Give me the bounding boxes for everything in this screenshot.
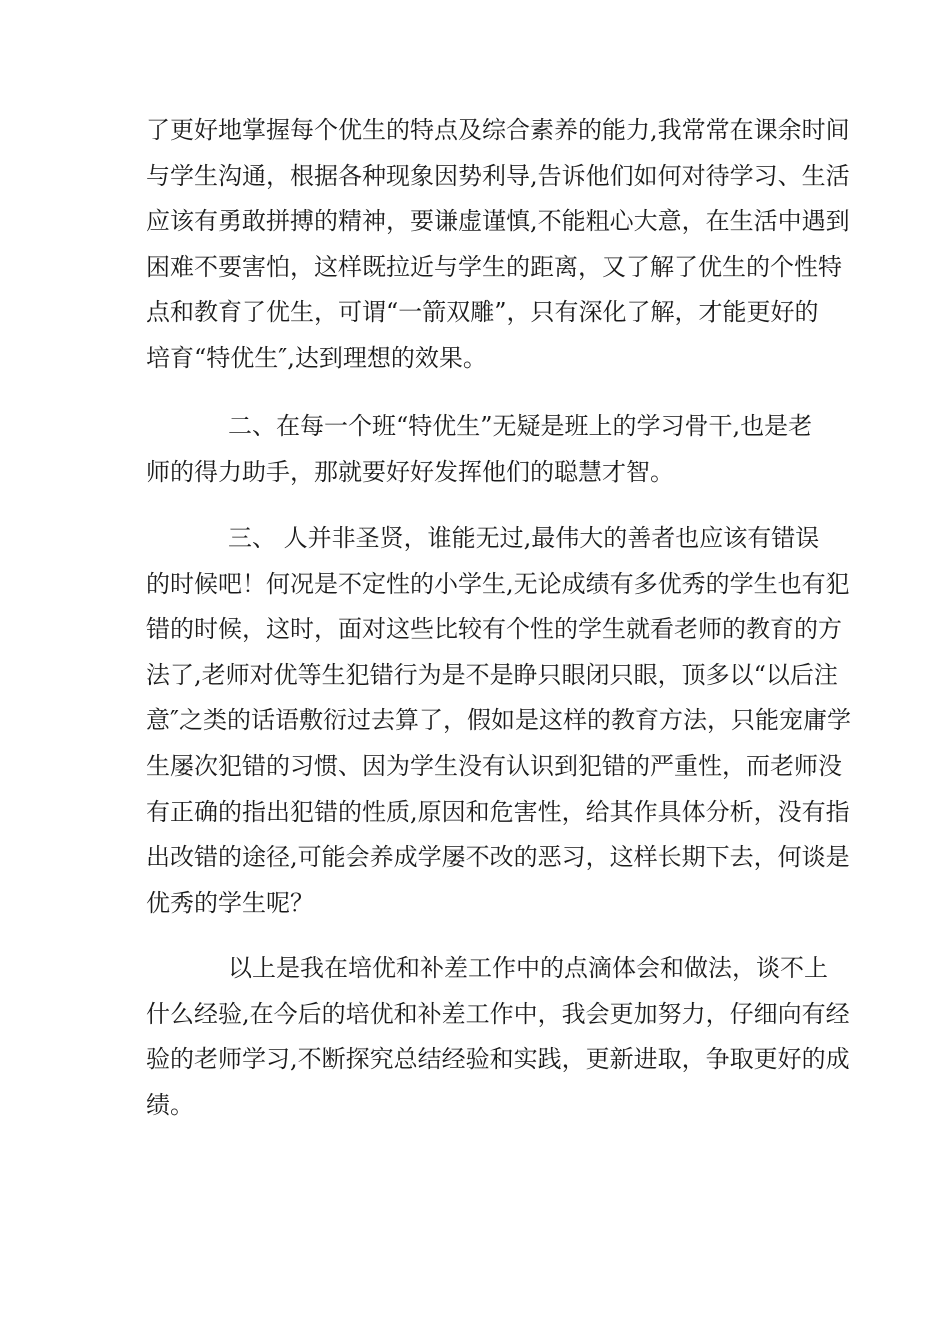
paragraph-line: 三、 人并非圣贤，谁能无过,最伟大的善者也应该有错误 (228, 524, 820, 552)
paragraph-line: 什么经验,在今后的培优和补差工作中，我会更加努力，仔细向有经 (146, 999, 850, 1028)
paragraph-line: 验的老师学习,不断探究总结经验和实践，更新进取，争取更好的成 (146, 1045, 850, 1074)
paragraph-line: 绩。 (146, 1090, 194, 1119)
paragraph-line: 与学生沟通，根据各种现象因势利导,告诉他们如何对待学习、生活 (146, 161, 850, 190)
paragraph-section-three (146, 516, 851, 926)
paragraph-line: 点和教育了优生，可谓“一箭双雕”，只有深化了解，才能更好的 (146, 298, 819, 327)
paragraph-line: 师的得力助手，那就要好好发挥他们的聪慧才智。 (146, 457, 674, 486)
paragraph-line: 出改错的途径,可能会养成学屡不改的恶习，这样长期下去，何谈是 (146, 843, 850, 872)
paragraph-line: 优秀的学生呢？ (146, 888, 314, 917)
paragraph-line: 培育“特优生″,达到理想的效果。 (146, 343, 487, 372)
paragraph-line: 以上是我在培优和补差工作中的点滴体会和做法，谈不上 (228, 954, 828, 982)
paragraph-line: 有正确的指出犯错的性质,原因和危害性，给其作具体分析，没有指 (146, 797, 850, 826)
paragraph-line: 二、在每一个班“特优生”无疑是班上的学习骨干,也是老 (228, 412, 813, 440)
paragraph-line: 应该有勇敢拼搏的精神，要谦虚谨慎,不能粗心大意，在生活中遇到 (146, 207, 850, 236)
paragraph-line: 了更好地掌握每个优生的特点及综合素养的能力,我常常在课余时间 (146, 116, 850, 144)
paragraph-line: 生屡次犯错的习惯、因为学生没有认识到犯错的严重性，而老师没 (146, 751, 842, 780)
paragraph-line: 困难不要害怕，这样既拉近与学生的距离，又了解了优生的个性特 (146, 252, 842, 281)
paragraph-section-two (146, 404, 813, 495)
paragraph-line: 法了,老师对优等生犯错行为是不是睁只眼闭只眼，顶多以“以后注 (146, 660, 838, 689)
paragraph-line: 错的时候，这时，面对这些比较有个性的学生就看老师的教育的方 (146, 615, 842, 644)
paragraph-conclusion (146, 946, 850, 1128)
paragraph-line: 意″之类的话语敷衍过去算了，假如是这样的教育方法，只能宠庸学 (146, 706, 851, 735)
paragraph-line: 的时候吧！何况是不定性的小学生,无论成绩有多优秀的学生也有犯 (146, 569, 850, 598)
paragraph-understanding-students (146, 108, 850, 382)
